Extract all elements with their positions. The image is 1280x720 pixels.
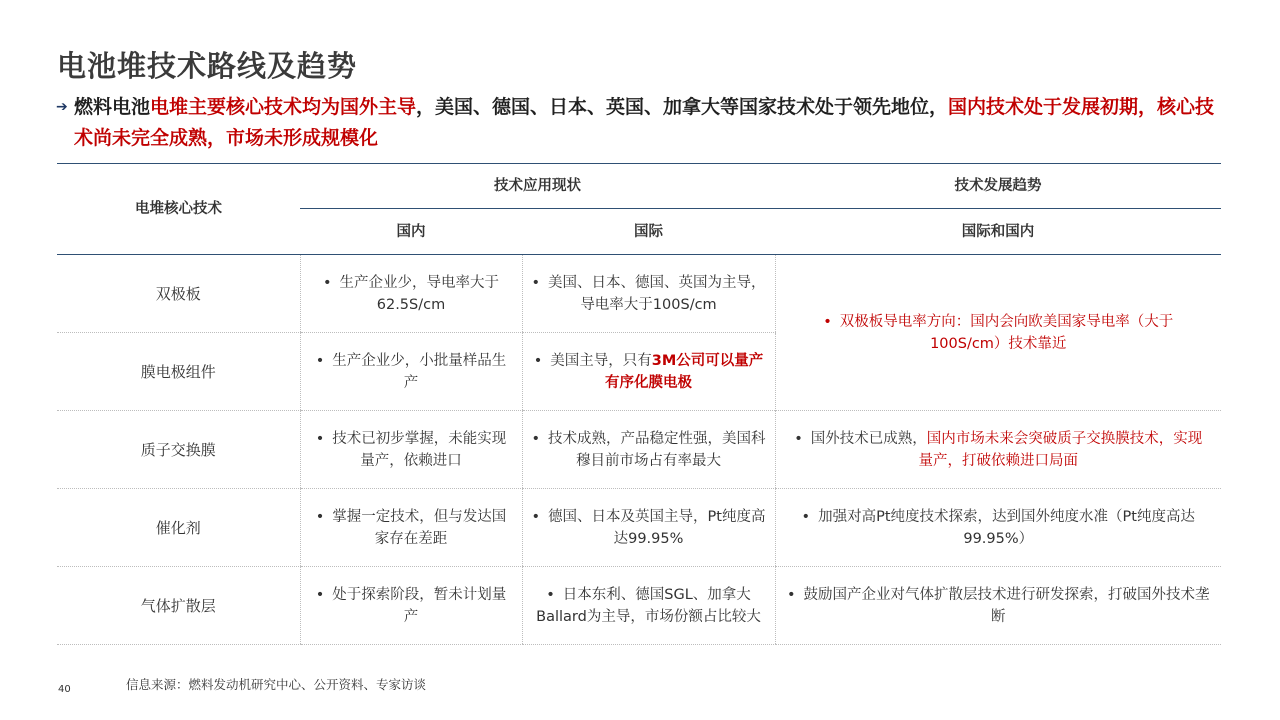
intro-statement [56, 92, 1231, 154]
table-header-row-1 [57, 164, 1221, 209]
arrow-right-icon: ➔ [56, 99, 68, 115]
cell-international [522, 255, 775, 333]
cell-domestic [300, 489, 522, 567]
intro-part2: 电堆主要核心技术均为国外主导 [150, 96, 417, 118]
cell-text: 生产企业少，导电率大于62.5S/cm [339, 274, 500, 313]
header-trend: 技术发展趋势 [775, 164, 1221, 209]
cell-text: 美国、日本、德国、英国为主导，导电率大于100S/cm [548, 274, 766, 313]
cell-text: 处于探索阶段，暂未计划量产 [332, 586, 507, 625]
cell-text: 双极板导电率方向：国内会向欧美国家导电率（大于100S/cm）技术靠近 [839, 313, 1174, 352]
row-name: 催化剂 [57, 489, 300, 567]
cell-text: 掌握一定技术，但与发达国家存在差距 [332, 508, 507, 547]
cell-text-highlight: 3M公司可以量产有序化膜电极 [605, 352, 764, 391]
cell-international [522, 489, 775, 567]
source-note: 信息来源：燃料发动机研究中心、公开资料、专家访谈 [126, 677, 427, 692]
row-name: 气体扩散层 [57, 567, 300, 645]
cell-text: 鼓励国产企业对气体扩散层技术进行研发探索，打破国外技术垄断 [803, 586, 1210, 625]
tech-table [57, 163, 1221, 645]
table-row [57, 489, 1221, 567]
cell-text: 生产企业少，小批量样品生产 [332, 352, 507, 391]
cell-trend-merged [775, 255, 1221, 411]
header-application: 技术应用现状 [300, 164, 775, 209]
cell-trend [775, 411, 1221, 489]
cell-domestic [300, 333, 522, 411]
cell-trend [775, 567, 1221, 645]
intro-part4: 国内技术处于发展初期，核心技术尚未完全成熟，市场未形成规模化 [74, 96, 1215, 149]
cell-text-red: 国内市场未来会突破质子交换膜技术，实现量产，打破依赖进口局面 [918, 430, 1203, 469]
row-name: 质子交换膜 [57, 411, 300, 489]
header-domestic: 国内 [300, 209, 522, 255]
cell-text: 国外技术已成熟， [810, 430, 927, 447]
cell-international [522, 411, 775, 489]
table-row [57, 567, 1221, 645]
page-number: 40 [58, 684, 71, 695]
table-row [57, 255, 1221, 333]
intro-text [74, 92, 1231, 154]
cell-international [522, 567, 775, 645]
header-core-tech: 电堆核心技术 [57, 164, 300, 255]
header-international: 国际 [522, 209, 775, 255]
table-row [57, 411, 1221, 489]
cell-text: 德国、日本及英国主导，Pt纯度高达99.95% [548, 508, 766, 547]
row-name: 双极板 [57, 255, 300, 333]
cell-text: 技术成熟，产品稳定性强，美国科穆目前市场占有率最大 [548, 430, 766, 469]
cell-trend [775, 489, 1221, 567]
cell-text: 美国主导，只有 [550, 352, 652, 369]
cell-domestic [300, 567, 522, 645]
row-name: 膜电极组件 [57, 333, 300, 411]
cell-domestic [300, 255, 522, 333]
cell-domestic [300, 411, 522, 489]
cell-international [522, 333, 775, 411]
header-both: 国际和国内 [775, 209, 1221, 255]
intro-part3: ，美国、德国、日本、英国、加拿大等国家技术处于领先地位， [416, 96, 949, 118]
cell-text: 技术已初步掌握，未能实现量产，依赖进口 [332, 430, 507, 469]
intro-part1: 燃料电池 [74, 96, 151, 118]
cell-text: 日本东利、德国SGL、加拿大Ballard为主导，市场份额占比较大 [536, 586, 761, 625]
cell-text: 加强对高Pt纯度技术探索，达到国外纯度水准（Pt纯度高达99.95%） [818, 508, 1195, 547]
page-title: 电池堆技术路线及趋势 [57, 49, 358, 83]
